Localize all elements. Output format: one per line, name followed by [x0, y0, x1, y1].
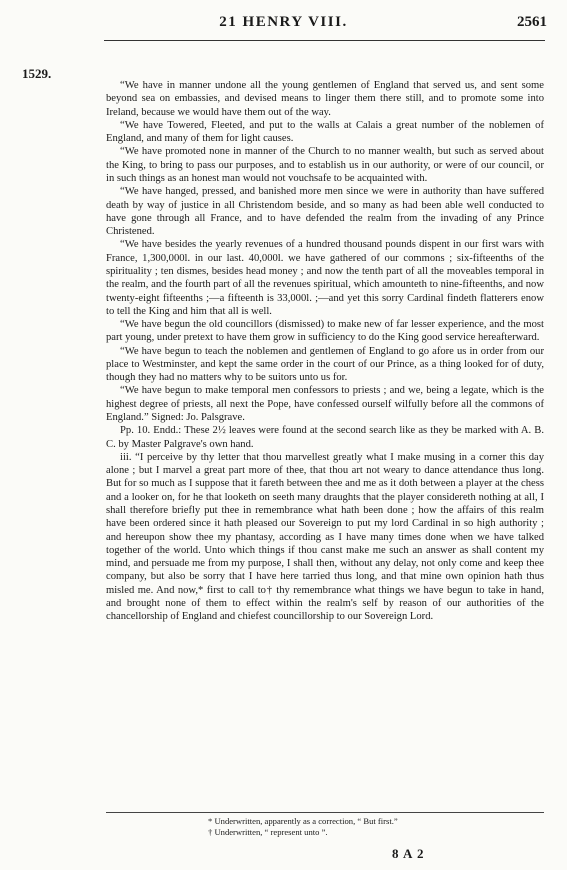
- section-iii: iii. “I perceive by thy letter that thou marvellest greatly what I make musing in a corner this day alone ; but I marvel a great part more of thee, that thou art not weary to dance attendance thus long. But for so much as I suppose that it fareth between thee and me as it doth between a player at the chess and a looker on, for he that looketh on seeth many draughts that the player considereth nothing at all, I shall therefore briefly put thee in remembrance what hath been done ; how the affairs of this realm have been ordered since it hath pleased our Sovereign to put my lord Cardinal in so high authority ; and hereupon show thee my phantasy, according as I have many times done when we have talked together of the world. Unto which things if thou canst make me such an answer as shall content my mind, and persuade me from my purpose, I shall then, without any delay, not only come and keep thee company, but also be sorry that I have here tarried thus long, and that mine own opinion hath thus misled me. And now,* first to call to† thy remembrance what things we have begun to take in hand, and brought none of them to effect within the realm's self by reason of our authorities of the chancellorship of England and chiefest councillorship to our Sovereign Lord.: [106, 451, 544, 623]
- footnote: † Underwritten, “ represent unto ”.: [208, 827, 328, 837]
- paragraph: “We have promoted none in manner of the Church to no manner wealth, but such as served about the King, to bring to pass our purposes, and to establish us in our authority, or were of our council, or in such things as an honest man would not vouchsafe to be acquainted with.: [106, 146, 544, 184]
- paragraph: “We have begun to make temporal men confessors to priests ; and we, being a legate, which is the highest degree of priests, all next the Pope, have confessed ourself wilfully before all the commons of England.” Signed: Jo. Palsgrave.: [106, 385, 544, 424]
- footnotes: [106, 812, 544, 838]
- endorsement-note: Pp. 10. Endd.: These 2½ leaves were found at the second search like as they be marked with A. B. C. by Master Palgrave's own hand.: [106, 425, 544, 450]
- margin-year: 1529.: [22, 66, 52, 81]
- running-title: 21 HENRY VIII.: [219, 14, 348, 30]
- paragraph: “We have in manner undone all the young gentlemen of England that served us, and sent some beyond sea on embassies, and devised means to linger them there still, and to promote some into Ireland, because we would have them out of the way.: [106, 80, 544, 118]
- main-text: [106, 79, 544, 624]
- signature-mark: 8 A 2: [392, 846, 425, 861]
- paragraph: “We have begun to teach the noblemen and gentlemen of England to go afore us in order from our place to Westminster, and kept the same order in the court of our Prince, as a thing looked for of duty, though they had no matters why to be suitors unto us for.: [106, 345, 544, 384]
- paragraph: “We have Towered, Fleeted, and put to the walls at Calais a great number of the noblemen of England, and many of them for light causes.: [106, 119, 544, 145]
- paragraph: “We have begun the old councillors (dismissed) to make new of far lesser experience, and the most part young, under pretext to have them grow in sufficiency to do the King good service hereafterward.: [106, 319, 544, 344]
- page-number: 2561: [517, 14, 547, 30]
- header-rule: [104, 40, 545, 41]
- footnote: * Underwritten, apparently as a correction, “ But first.”: [208, 816, 398, 826]
- running-head: [0, 0, 567, 40]
- paragraph: “We have besides the yearly revenues of a hundred thousand pounds dispent in our first wars with France, 1,300,000l. in our last. 40,000l. we have gathered of our commons ; six-fifteenths of the spirituality ; ten dismes, besides head money ; and now the tenth part of all the moveables temporal in the realm, and the fourth part of all the revenues spiritual, which amounteth to nine-fifteenths, and now twenty-eight fifteenths ;—a fifteenth is 33,000l. ;—and yet this sorry Cardinal findeth flatterers enow to tell the King and him that all is well.: [106, 239, 544, 317]
- paragraph: “We have hanged, pressed, and banished more men since we were in authority than have suffered death by way of justice in all Christendom beside, and so many as had been able well conducted to have gone through all France, and to have defended the realm from the invading of any Prince Christened.: [106, 186, 544, 238]
